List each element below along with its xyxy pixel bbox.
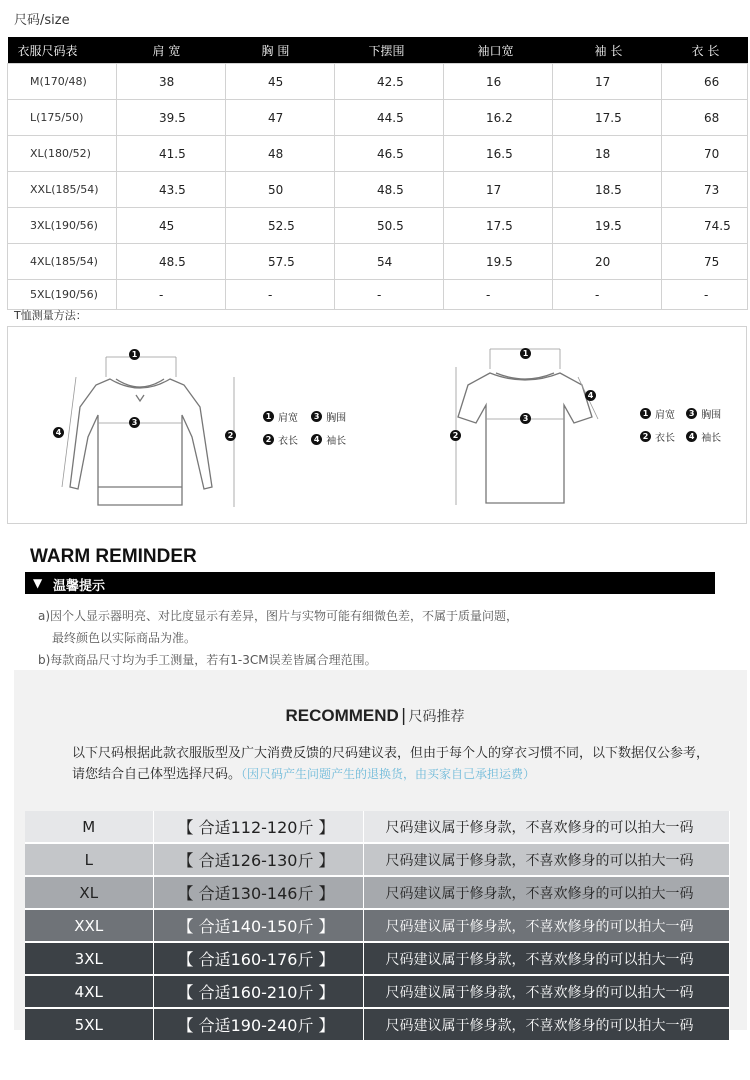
marker-4-icon: 4 [585,390,596,401]
warm-reminder-title: WARM REMINDER [30,546,197,567]
legend-label: 衣长 [278,436,298,447]
size-value-cell: 73 [662,172,748,208]
recommend-row [25,975,729,1008]
size-value-cell: - [553,280,662,310]
recommend-desc-highlight: （因尺码产生问题产生的退换货，由买家自己承担运费） [241,767,536,781]
legend-left [263,409,346,447]
size-table-row [8,208,748,244]
size-value-cell: 39.5 [117,100,226,136]
header-shoulder: 肩 宽 [117,37,226,64]
recommend-size-cell: M [25,811,153,843]
recommend-title [0,706,750,726]
size-value-cell: 16.2 [444,100,553,136]
recommend-size-cell: XXL [25,909,153,942]
size-value-cell: 41.5 [117,136,226,172]
legend-label: 袖长 [701,433,722,444]
legend-num-icon: 1 [640,408,651,419]
size-value-cell: 48.5 [117,244,226,280]
recommend-title-zh: 尺码推荐 [408,709,465,725]
size-value-cell: 19.5 [444,244,553,280]
header-sleeve: 袖 长 [553,37,662,64]
recommend-note-cell: 尺码建议属于修身款，不喜欢修身的可以拍大一码 [363,909,729,942]
marker-2-icon: 2 [225,430,236,441]
size-value-cell: 18 [553,136,662,172]
header-length: 衣 长 [662,37,748,64]
size-value-cell: 66 [662,64,748,100]
recommend-range-cell: 【 合适160-176斤 】 [153,942,363,975]
size-value-cell: 17 [553,64,662,100]
note-a-line2: 最终颜色以实际商品为准。 [52,631,197,645]
size-value-cell: 52.5 [226,208,335,244]
recommend-size-cell: XL [25,876,153,909]
legend-label: 肩宽 [278,413,298,424]
marker-4-icon: 4 [53,427,64,438]
recommend-range-cell: 【 合适112-120斤 】 [153,811,363,843]
header-chest: 胸 围 [226,37,335,64]
marker-1-icon: 1 [520,348,531,359]
size-label-cell: 3XL(190/56) [8,208,117,244]
recommend-size-cell: 4XL [25,975,153,1008]
measurement-diagram [7,326,747,524]
size-value-cell: 74.5 [662,208,748,244]
recommend-note-cell: 尺码建议属于修身款，不喜欢修身的可以拍大一码 [363,811,729,843]
legend-num-icon: 1 [263,411,274,422]
size-table-row [8,100,748,136]
header-hem: 下摆围 [335,37,444,64]
size-value-cell: - [117,280,226,310]
note-b: b)每款商品尺寸均为手工测量，若有1-3CM误差皆属合理范围。 [38,653,377,667]
size-value-cell: 16.5 [444,136,553,172]
size-value-cell: - [335,280,444,310]
size-label-cell: XL(180/52) [8,136,117,172]
recommend-range-cell: 【 合适190-240斤 】 [153,1008,363,1041]
legend-num-icon: 4 [686,431,697,442]
size-value-cell: 17.5 [553,100,662,136]
recommend-description [72,744,712,785]
size-label-cell: 4XL(185/54) [8,244,117,280]
recommend-row [25,843,729,876]
recommend-note-cell: 尺码建议属于修身款，不喜欢修身的可以拍大一码 [363,876,729,909]
size-table-row [8,172,748,208]
size-value-cell: 38 [117,64,226,100]
size-value-cell: 42.5 [335,64,444,100]
legend-label: 衣长 [655,433,675,444]
size-table-row [8,244,748,280]
recommend-note-cell: 尺码建议属于修身款，不喜欢修身的可以拍大一码 [363,1008,729,1041]
size-value-cell: - [662,280,748,310]
legend-num-icon: 2 [640,431,651,442]
recommend-range-cell: 【 合适126-130斤 】 [153,843,363,876]
recommend-size-cell: 5XL [25,1008,153,1041]
legend-num-icon: 4 [311,434,322,445]
size-value-cell: - [226,280,335,310]
legend-label: 胸围 [326,413,347,424]
warm-reminder-label: 温馨提示 [53,579,106,594]
size-table [7,37,748,310]
size-value-cell: 43.5 [117,172,226,208]
marker-2-icon: 2 [450,430,461,441]
recommend-range-cell: 【 合适130-146斤 】 [153,876,363,909]
size-table-row [8,64,748,100]
size-value-cell: 47 [226,100,335,136]
size-value-cell: 18.5 [553,172,662,208]
legend-num-icon: 3 [311,411,322,422]
recommend-note-cell: 尺码建议属于修身款，不喜欢修身的可以拍大一码 [363,942,729,975]
recommend-row [25,1008,729,1041]
header-cuff: 袖口宽 [444,37,553,64]
legend-right [640,406,721,444]
recommend-table [25,811,730,1042]
size-label-cell: L(175/50) [8,100,117,136]
recommend-range-cell: 【 合适160-210斤 】 [153,975,363,1008]
recommend-desc-text: 以下尺码根据此款衣服版型及广大消费反馈的尺码建议表，但由于每个人的穿衣习惯不同，以下数据仅公参考，请您结合自己体型选择尺码。 [72,746,710,782]
size-value-cell: 46.5 [335,136,444,172]
size-value-cell: 68 [662,100,748,136]
size-value-cell: 50 [226,172,335,208]
marker-3-icon: 3 [129,417,140,428]
size-value-cell: 48.5 [335,172,444,208]
note-a-line1: a)因个人显示器明亮、对比度显示有差异，图片与实物可能有细微色差，不属于质量问题， [38,609,519,623]
size-value-cell: 54 [335,244,444,280]
marker-3-icon: 3 [520,413,531,424]
recommend-row [25,942,729,975]
size-value-cell: 44.5 [335,100,444,136]
recommend-row [25,811,729,843]
legend-label: 肩宽 [655,410,675,421]
recommend-row [25,909,729,942]
size-table-row [8,280,748,310]
size-label-cell: M(170/48) [8,64,117,100]
size-table-header-row [8,37,748,64]
size-title: 尺码/size [14,13,70,28]
marker-1-icon: 1 [129,349,140,360]
header-size: 衣服尺码表 [8,37,117,64]
size-label-cell: XXL(185/54) [8,172,117,208]
recommend-size-cell: L [25,843,153,876]
title-divider: | [400,706,407,726]
size-value-cell: 17 [444,172,553,208]
recommend-size-cell: 3XL [25,942,153,975]
size-table-row [8,136,748,172]
legend-num-icon: 2 [263,434,274,445]
long-sleeve-shirt-icon [48,337,248,517]
legend-label: 袖长 [326,436,347,447]
size-value-cell: 70 [662,136,748,172]
recommend-title-en: RECOMMEND [285,706,399,725]
size-value-cell: 48 [226,136,335,172]
legend-num-icon: 3 [686,408,697,419]
recommend-note-cell: 尺码建议属于修身款，不喜欢修身的可以拍大一码 [363,843,729,876]
legend-label: 胸围 [701,410,722,421]
recommend-row [25,876,729,909]
size-value-cell: 20 [553,244,662,280]
size-value-cell: 75 [662,244,748,280]
size-value-cell: 45 [117,208,226,244]
size-value-cell: 17.5 [444,208,553,244]
recommend-note-cell: 尺码建议属于修身款，不喜欢修身的可以拍大一码 [363,975,729,1008]
short-sleeve-shirt-icon [438,337,618,517]
triangle-down-icon: ▼ [33,576,43,590]
size-value-cell: 16 [444,64,553,100]
size-value-cell: - [444,280,553,310]
recommend-range-cell: 【 合适140-150斤 】 [153,909,363,942]
size-label-cell: 5XL(190/56) [8,280,117,310]
size-value-cell: 50.5 [335,208,444,244]
size-value-cell: 19.5 [553,208,662,244]
measure-title: T恤测量方法： [14,309,87,322]
warm-reminder-bar [25,572,715,594]
size-value-cell: 57.5 [226,244,335,280]
size-value-cell: 45 [226,64,335,100]
